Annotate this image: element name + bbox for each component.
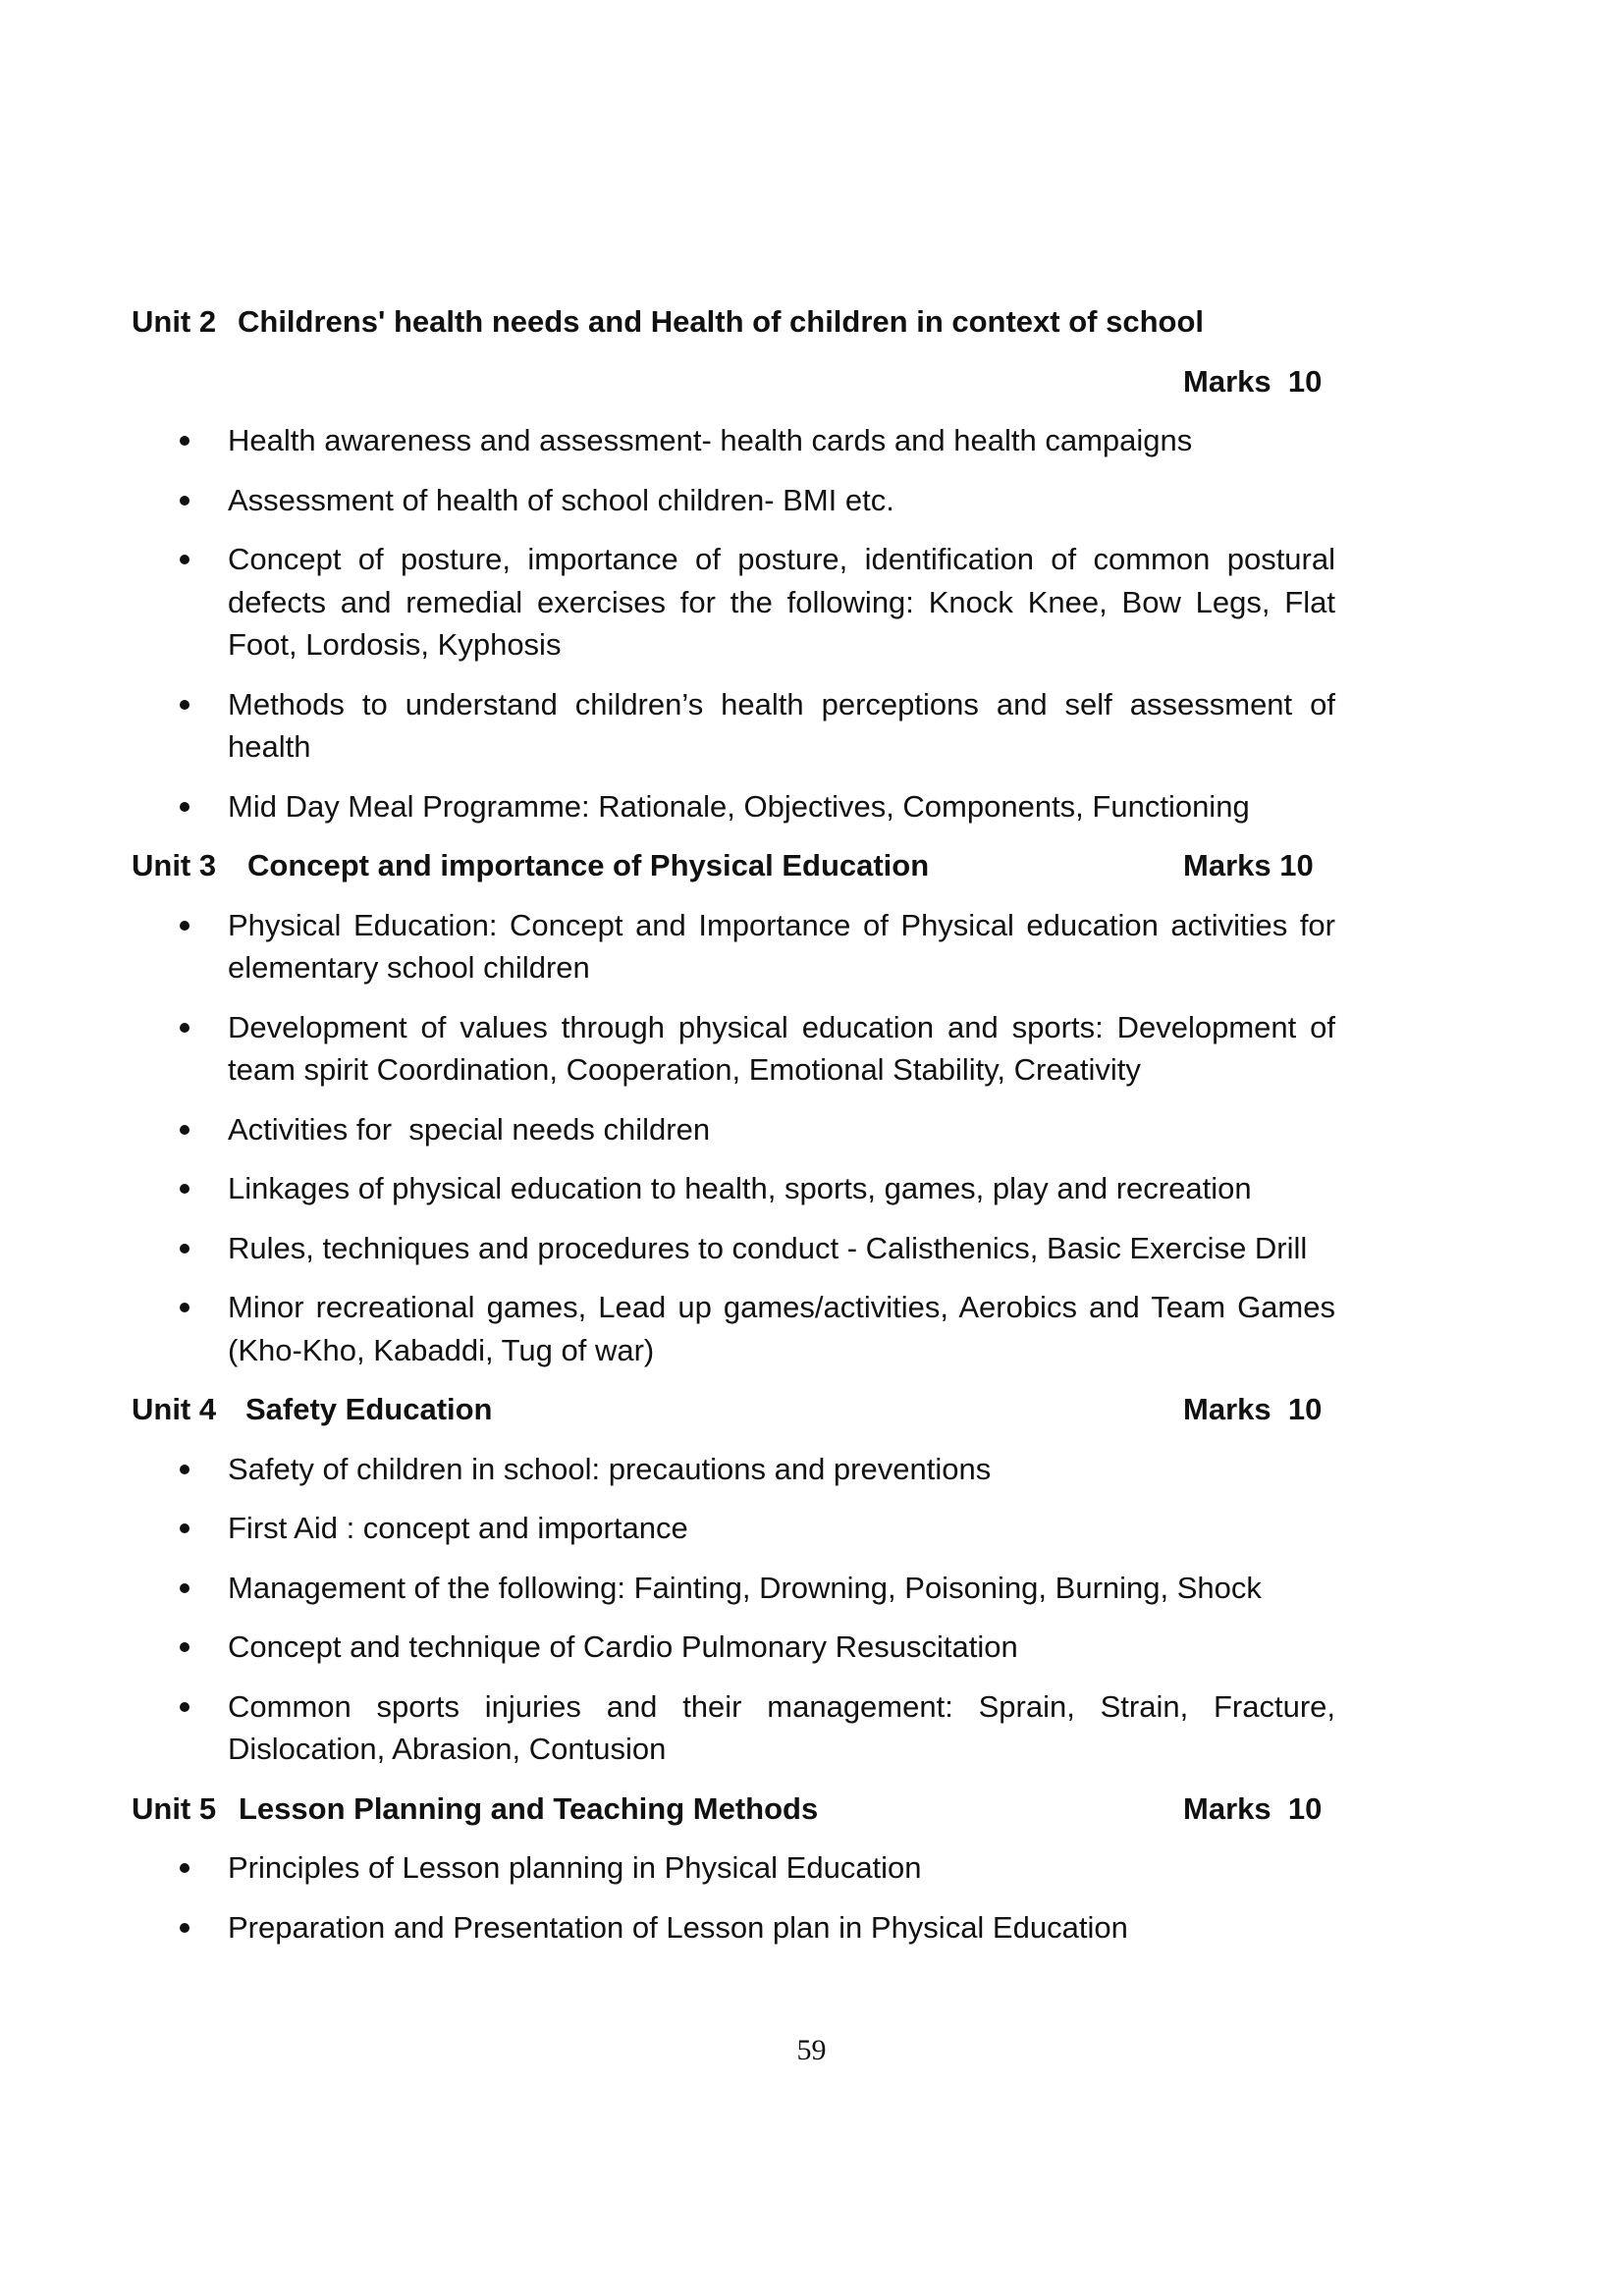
unit-marks: Marks 10 [1183,363,1323,399]
topic-text: First Aid : concept and importance [228,1511,688,1545]
unit-title: Lesson Planning and Teaching Methods [239,1790,819,1826]
page-number: 59 [796,2034,827,2066]
unit-marks: Marks 10 [1183,848,1314,882]
topic-item [132,1567,1335,1610]
unit-section [132,844,1349,1371]
unit-heading [132,1788,1349,1831]
topic-item [132,785,1335,828]
topic-text: Health awareness and assessment- health cards and health campaigns [228,423,1193,457]
bullet-icon [180,1125,189,1135]
topic-item [132,1906,1335,1949]
bullet-icon [180,1642,189,1652]
topic-item [132,1685,1335,1771]
unit-title: Safety Education [245,1392,493,1426]
bullet-icon [180,1244,189,1254]
topic-item [132,1448,1335,1491]
topic-item [132,904,1335,989]
topic-text: Principles of Lesson planning in Physical Education [228,1850,922,1885]
topic-list [132,1448,1349,1771]
topic-list [132,904,1349,1372]
unit-label: Unit 4 [132,1392,217,1426]
topic-text: Activities for special needs children [228,1111,711,1147]
bullet-icon [180,921,189,931]
unit-label: Unit 2 [132,304,217,339]
topic-item [132,1006,1335,1092]
topic-text: Safety of children in school: precautions and preventions [228,1451,992,1486]
topic-text: Mid Day Meal Programme: Rationale, Objectives, Components, Functioning [228,788,1250,824]
bullet-icon [180,1583,189,1593]
bullet-icon [180,1184,189,1194]
topic-text: Management of the following: Fainting, Drowning, Poisoning, Burning, Shock [228,1570,1262,1605]
topic-item [132,1507,1335,1550]
topic-item [132,1286,1335,1371]
topic-item [132,1846,1335,1890]
topic-text: Physical Education: Concept and Importance of Physical education activities for elementary school children [228,907,1335,985]
bullet-icon [180,1923,189,1933]
topic-text: Concept of posture, importance of posture, identification of common postural defects and remedial exercises for the following: Knock Knee, Bow Legs, Flat Foot, Lordosis, Kyphosis [228,542,1335,662]
topic-item [132,479,1335,522]
topic-text: Minor recreational games, Lead up games/activities, Aerobics and Team Games (Kho-Kho, Kabaddi, Tug of war) [228,1290,1335,1367]
topic-text: Concept and technique of Cardio Pulmonary Resuscitation [228,1629,1018,1664]
topic-item [132,1626,1335,1669]
bullet-icon [180,1303,189,1312]
unit-heading [132,300,1349,344]
unit-section [132,300,1349,828]
topic-item [132,1108,1335,1151]
unit-title: Childrens' health needs and Health of children in context of school [238,304,1204,339]
bullet-icon [180,436,189,446]
bullet-icon [180,555,189,564]
topic-text: Preparation and Presentation of Lesson plan in Physical Education [228,1909,1128,1945]
topic-text: Rules, techniques and procedures to conduct - Calisthenics, Basic Exercise Drill [228,1230,1308,1265]
bullet-icon [180,1702,189,1712]
unit-marks: Marks 10 [1183,1392,1323,1426]
topic-list [132,419,1349,828]
bullet-icon [180,1523,189,1533]
topic-text: Methods to understand children’s health perceptions and self assessment of health [228,686,1335,764]
unit-marks: Marks 10 [1183,1790,1323,1826]
topic-text: Development of values through physical education and sports: Development of team spirit Coordination, Cooperation, Emotional Stability, Creativity [228,1009,1335,1087]
topic-text: Assessment of health of school children- BMI etc. [228,482,894,517]
topic-item [132,683,1335,769]
topic-text: Linkages of physical education to health, sports, games, play and recreation [228,1171,1252,1205]
unit-title: Concept and importance of Physical Education [247,848,930,882]
unit-heading [132,844,1349,887]
unit-label: Unit 5 [132,1790,217,1826]
topic-item [132,1167,1335,1210]
marks-line [132,360,1349,403]
bullet-icon [180,802,189,812]
bullet-icon [180,1863,189,1873]
unit-label: Unit 3 [132,848,217,882]
bullet-icon [180,496,189,506]
unit-section [132,1788,1349,1949]
bullet-icon [180,700,189,710]
bullet-icon [180,1023,189,1033]
topic-item [132,1227,1335,1270]
unit-section [132,1388,1349,1771]
topic-list [132,1846,1349,1949]
bullet-icon [180,1465,189,1474]
topic-item [132,538,1335,667]
topic-item [132,419,1335,462]
unit-heading [132,1388,1349,1431]
topic-text: Common sports injuries and their management: Sprain, Strain, Fracture, Dislocation, Abrasion, Contusion [228,1688,1335,1766]
syllabus-content [132,300,1349,1965]
